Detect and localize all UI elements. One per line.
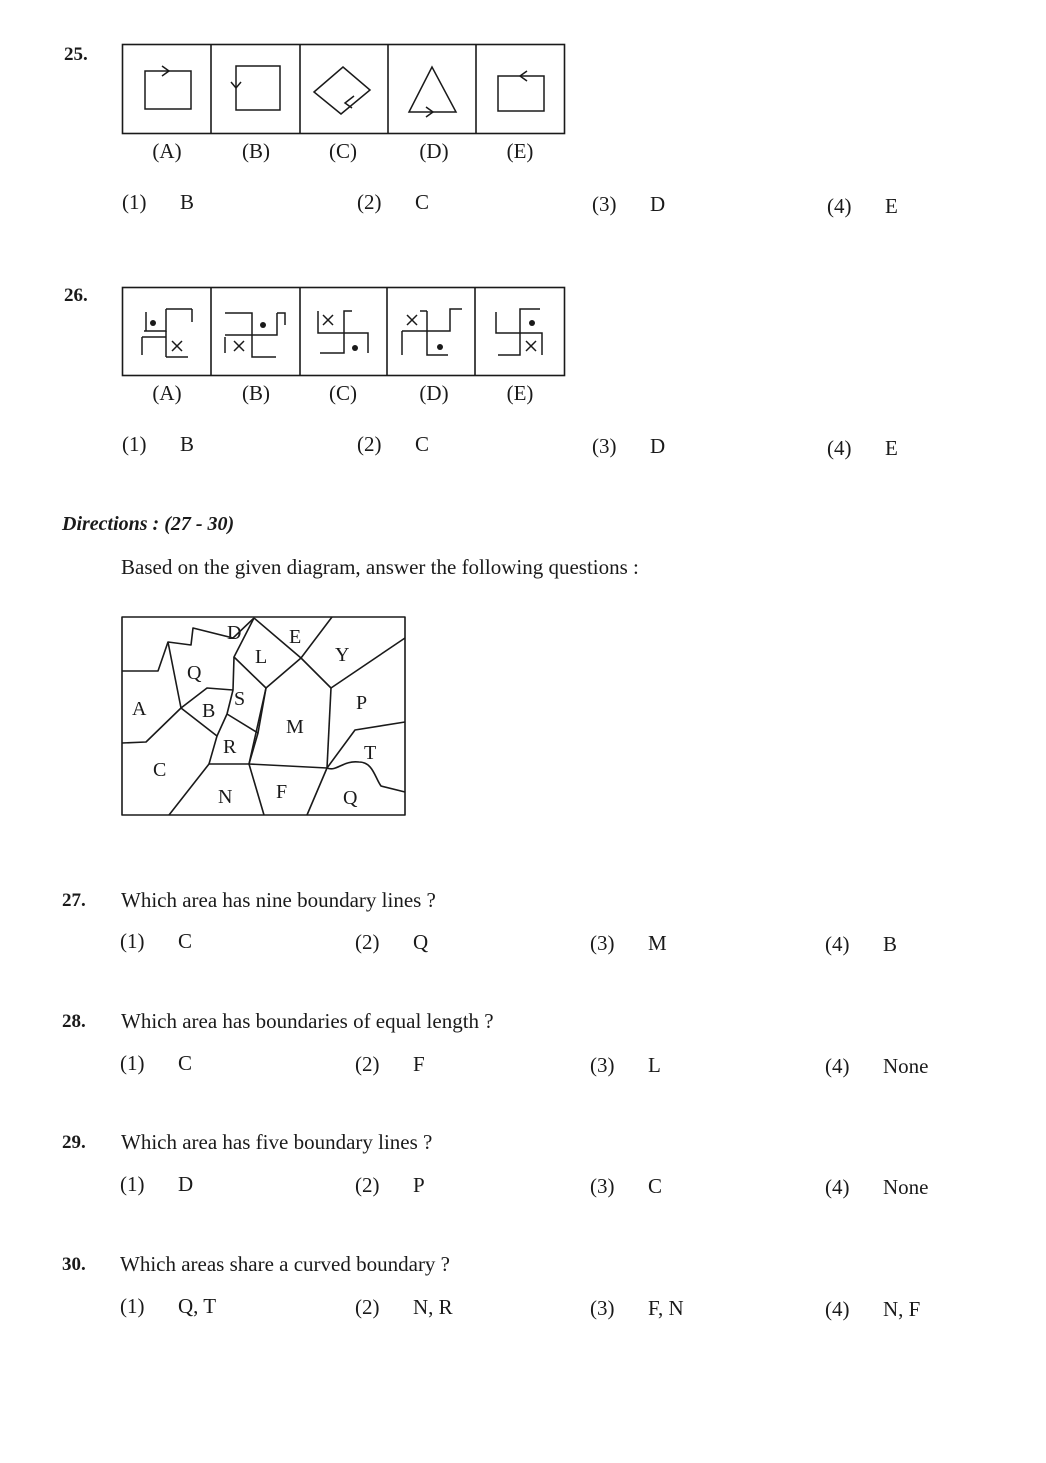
option-number: (2) [355,1052,380,1076]
question-text: Which area has nine boundary lines ? [121,888,436,912]
option-number: (1) [120,929,145,953]
option-4[interactable] [825,1054,929,1079]
map-label-p: P [356,692,368,714]
option-text: C [178,1051,193,1075]
map-label-y: Y [335,644,350,666]
figure-d-swastika-symbols [402,309,462,355]
option-text: B [883,932,898,956]
option-number: (2) [355,1173,380,1197]
option-text: F, N [648,1296,684,1320]
option-1[interactable] [120,1172,193,1197]
option-number: (4) [827,436,852,460]
figure-label-b: (B) [242,139,270,163]
option-text: B [180,432,195,456]
figure-label-d: (D) [419,139,449,163]
option-number: (4) [825,1175,850,1199]
question-text: Which area has five boundary lines ? [121,1130,433,1154]
map-label-n: N [218,786,233,808]
option-text: F [413,1052,425,1076]
option-2[interactable] [357,432,429,457]
option-number: (2) [357,432,382,456]
question-number: 30. [62,1254,86,1275]
option-text: L [648,1053,661,1077]
map-label-t: T [364,742,377,764]
directions-intro: Based on the given diagram, answer the following questions : [121,555,639,579]
option-text: P [413,1173,425,1197]
figure-label-a: (A) [152,381,182,405]
option-text: N, F [883,1297,921,1321]
option-text: N, R [413,1295,453,1319]
map-label-a: A [132,698,147,720]
figure-c-swastika-symbols [318,311,368,353]
map-label-d: D [227,622,242,644]
option-text: M [648,931,667,955]
option-number: (2) [355,930,380,954]
q26-figure-strip [122,287,566,377]
option-text: B [180,190,195,214]
option-3[interactable] [590,1174,662,1199]
option-text: D [650,192,666,216]
option-number: (3) [590,931,615,955]
option-number: (1) [120,1051,145,1075]
question-number: 29. [62,1132,86,1153]
option-text: C [178,929,193,953]
option-3[interactable] [590,931,667,956]
option-2[interactable] [355,930,428,955]
option-number: (3) [592,192,617,216]
option-4[interactable] [827,194,898,219]
option-number: (2) [355,1295,380,1319]
option-number: (4) [825,1297,850,1321]
figure-b-swastika-symbols [225,313,285,357]
question-number: 27. [62,890,86,911]
option-3[interactable] [590,1296,684,1321]
map-label-e: E [289,626,302,648]
figure-label-a: (A) [152,139,182,163]
option-4[interactable] [825,1297,920,1322]
map-label-b: B [202,700,216,722]
figure-a-square-arrow [145,66,191,109]
figure-c-tilted-square-arrow [314,67,370,114]
figure-label-e: (E) [506,381,534,405]
option-4[interactable] [827,436,898,461]
map-label-q-top: Q [187,662,202,684]
option-2[interactable] [355,1052,425,1077]
map-label-c: C [153,759,167,781]
option-text: C [648,1174,663,1198]
figure-b-square-arrow [231,66,280,110]
figure-a-swastika-symbols [142,309,192,357]
option-text: C [415,190,430,214]
question-number: 28. [62,1011,86,1032]
question-number: 26. [64,285,88,306]
option-1[interactable] [120,1051,192,1076]
option-1[interactable] [122,190,194,215]
option-text: E [885,194,898,218]
figure-d-triangle-arrow [409,67,456,117]
option-text: None [883,1054,929,1078]
option-number: (1) [120,1172,145,1196]
option-number: (2) [357,190,382,214]
figure-label-e: (E) [506,139,534,163]
option-text: None [883,1175,929,1199]
option-text: E [885,436,898,460]
option-3[interactable] [592,434,665,459]
question-number: 25. [64,44,88,65]
option-2[interactable] [355,1295,453,1320]
figure-label-c: (C) [329,381,357,405]
figure-label-b: (B) [242,381,270,405]
question-text: Which areas share a curved boundary ? [120,1252,451,1276]
option-text: C [415,432,430,456]
option-2[interactable] [357,190,429,215]
figure-e-swastika-symbols [496,309,542,355]
option-4[interactable] [825,1175,929,1200]
option-number: (4) [825,1054,850,1078]
option-2[interactable] [355,1173,425,1198]
option-number: (3) [592,434,617,458]
figure-e-square-arrow [498,71,544,111]
option-1[interactable] [120,929,192,954]
map-label-m: M [286,716,304,738]
option-4[interactable] [825,932,897,957]
option-text: Q, T [178,1294,217,1318]
option-text: D [650,434,666,458]
option-1[interactable] [122,432,194,457]
map-label-r: R [223,736,237,758]
figure-label-c: (C) [329,139,357,163]
map-label-q-bottom: Q [343,787,358,809]
option-number: (1) [122,190,147,214]
map-label-l: L [255,646,268,668]
region-map-diagram [121,616,407,818]
map-label-f: F [276,781,288,803]
option-number: (3) [590,1296,615,1320]
option-text: Q [413,930,429,954]
option-number: (4) [825,932,850,956]
option-3[interactable] [592,192,665,217]
figure-label-d: (D) [419,381,449,405]
option-1[interactable] [120,1294,216,1319]
option-number: (1) [120,1294,145,1318]
option-number: (3) [590,1174,615,1198]
q25-figure-strip [122,44,566,134]
option-text: D [178,1172,194,1196]
option-3[interactable] [590,1053,661,1078]
map-label-s: S [234,688,246,710]
question-text: Which area has boundaries of equal length ? [121,1009,494,1033]
option-number: (4) [827,194,852,218]
option-number: (3) [590,1053,615,1077]
option-number: (1) [122,432,147,456]
directions-heading: Directions : (27 - 30) [62,513,235,535]
